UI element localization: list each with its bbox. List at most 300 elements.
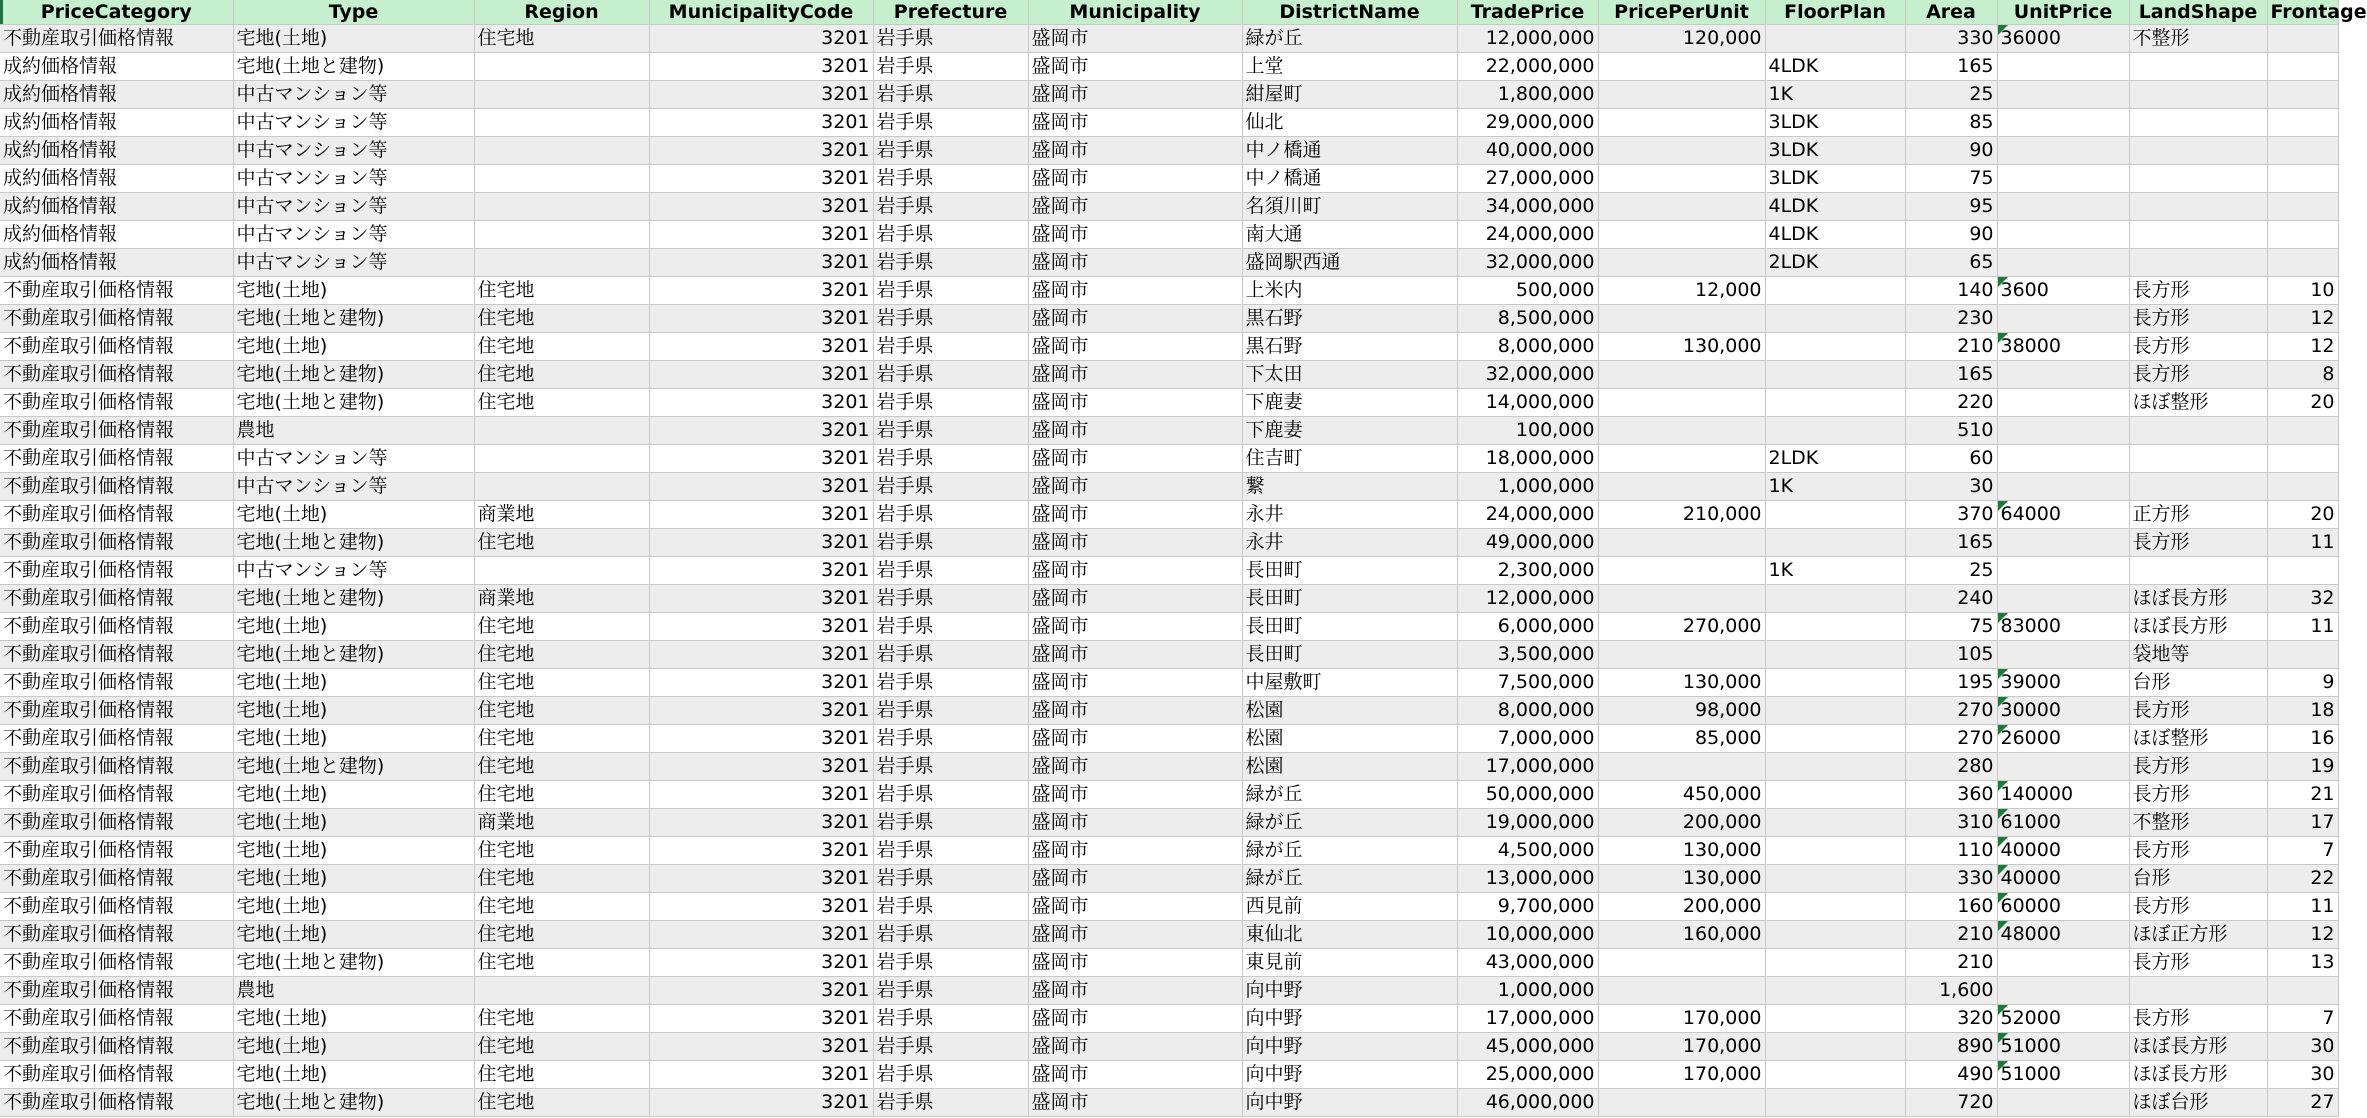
- cell-price-category[interactable]: 不動産取引価格情報: [0, 529, 233, 557]
- column-header-municipality-code[interactable]: MunicipalityCode: [649, 0, 873, 25]
- column-header-prefecture[interactable]: Prefecture: [873, 0, 1028, 25]
- column-header-unit-price[interactable]: UnitPrice: [1997, 0, 2129, 25]
- cell-municipality[interactable]: 盛岡市: [1028, 25, 1242, 53]
- cell-type[interactable]: 宅地(土地と建物): [233, 53, 474, 81]
- cell-municipality[interactable]: 盛岡市: [1028, 137, 1242, 165]
- cell-region[interactable]: 住宅地: [474, 865, 649, 893]
- cell-area[interactable]: 890: [1905, 1033, 1997, 1061]
- cell-price-category[interactable]: 不動産取引価格情報: [0, 277, 233, 305]
- cell-area[interactable]: 360: [1905, 781, 1997, 809]
- cell-unit-price[interactable]: [1997, 81, 2129, 109]
- cell-frontage[interactable]: 20: [2267, 501, 2338, 529]
- cell-land-shape[interactable]: 袋地等: [2129, 641, 2267, 669]
- cell-type[interactable]: 宅地(土地): [233, 725, 474, 753]
- cell-region[interactable]: 住宅地: [474, 529, 649, 557]
- cell-area[interactable]: 140: [1905, 277, 1997, 305]
- cell-prefecture[interactable]: 岩手県: [873, 193, 1028, 221]
- cell-unit-price[interactable]: [1997, 669, 2129, 697]
- cell-unit-price[interactable]: [1997, 249, 2129, 277]
- cell-frontage[interactable]: [2267, 193, 2338, 221]
- cell-price-per-unit[interactable]: 450,000: [1598, 781, 1765, 809]
- cell-price-category[interactable]: 不動産取引価格情報: [0, 893, 233, 921]
- cell-municipality[interactable]: 盛岡市: [1028, 53, 1242, 81]
- cell-region[interactable]: 商業地: [474, 501, 649, 529]
- column-header-price-category[interactable]: PriceCategory: [0, 0, 233, 25]
- cell-frontage[interactable]: 11: [2267, 893, 2338, 921]
- cell-price-category[interactable]: 不動産取引価格情報: [0, 585, 233, 613]
- cell-floor-plan[interactable]: 3LDK: [1765, 137, 1905, 165]
- cell-frontage[interactable]: 19: [2267, 753, 2338, 781]
- cell-district-name[interactable]: 中屋敷町: [1242, 669, 1457, 697]
- cell-land-shape[interactable]: [2129, 137, 2267, 165]
- cell-type[interactable]: 宅地(土地): [233, 501, 474, 529]
- cell-price-category[interactable]: 不動産取引価格情報: [0, 1089, 233, 1117]
- cell-type[interactable]: 宅地(土地): [233, 697, 474, 725]
- column-header-type[interactable]: Type: [233, 0, 474, 25]
- cell-floor-plan[interactable]: [1765, 753, 1905, 781]
- cell-trade-price[interactable]: 8,500,000: [1457, 305, 1598, 333]
- cell-price-category[interactable]: 不動産取引価格情報: [0, 865, 233, 893]
- cell-municipality-code[interactable]: 3201: [649, 921, 873, 949]
- cell-municipality[interactable]: 盛岡市: [1028, 557, 1242, 585]
- cell-municipality-code[interactable]: 3201: [649, 1005, 873, 1033]
- cell-municipality[interactable]: 盛岡市: [1028, 1033, 1242, 1061]
- cell-district-name[interactable]: 松園: [1242, 753, 1457, 781]
- cell-floor-plan[interactable]: [1765, 893, 1905, 921]
- cell-prefecture[interactable]: 岩手県: [873, 81, 1028, 109]
- cell-area[interactable]: 95: [1905, 193, 1997, 221]
- cell-municipality[interactable]: 盛岡市: [1028, 417, 1242, 445]
- cell-area[interactable]: 160: [1905, 893, 1997, 921]
- cell-trade-price[interactable]: 2,300,000: [1457, 557, 1598, 585]
- cell-municipality-code[interactable]: 3201: [649, 557, 873, 585]
- cell-trade-price[interactable]: 45,000,000: [1457, 1033, 1598, 1061]
- cell-region[interactable]: 住宅地: [474, 389, 649, 417]
- cell-municipality-code[interactable]: 3201: [649, 781, 873, 809]
- cell-price-per-unit[interactable]: [1598, 389, 1765, 417]
- cell-land-shape[interactable]: ほぼ長方形: [2129, 1061, 2267, 1089]
- cell-price-per-unit[interactable]: 130,000: [1598, 669, 1765, 697]
- cell-prefecture[interactable]: 岩手県: [873, 893, 1028, 921]
- column-header-region[interactable]: Region: [474, 0, 649, 25]
- cell-type[interactable]: 中古マンション等: [233, 445, 474, 473]
- cell-prefecture[interactable]: 岩手県: [873, 557, 1028, 585]
- cell-type[interactable]: 宅地(土地): [233, 781, 474, 809]
- cell-price-category[interactable]: 不動産取引価格情報: [0, 613, 233, 641]
- cell-price-per-unit[interactable]: [1598, 1089, 1765, 1117]
- cell-municipality[interactable]: 盛岡市: [1028, 893, 1242, 921]
- cell-municipality-code[interactable]: 3201: [649, 249, 873, 277]
- cell-frontage[interactable]: [2267, 445, 2338, 473]
- cell-frontage[interactable]: 11: [2267, 613, 2338, 641]
- cell-frontage[interactable]: [2267, 473, 2338, 501]
- cell-land-shape[interactable]: 台形: [2129, 669, 2267, 697]
- cell-municipality[interactable]: 盛岡市: [1028, 277, 1242, 305]
- cell-region[interactable]: [474, 81, 649, 109]
- cell-price-category[interactable]: 不動産取引価格情報: [0, 333, 233, 361]
- cell-district-name[interactable]: 仙北: [1242, 109, 1457, 137]
- cell-district-name[interactable]: 緑が丘: [1242, 25, 1457, 53]
- cell-unit-price[interactable]: [1997, 949, 2129, 977]
- cell-district-name[interactable]: 緑が丘: [1242, 809, 1457, 837]
- cell-municipality-code[interactable]: 3201: [649, 949, 873, 977]
- cell-frontage[interactable]: 18: [2267, 697, 2338, 725]
- cell-trade-price[interactable]: 17,000,000: [1457, 1005, 1598, 1033]
- cell-price-per-unit[interactable]: [1598, 473, 1765, 501]
- cell-floor-plan[interactable]: [1765, 921, 1905, 949]
- cell-municipality-code[interactable]: 3201: [649, 725, 873, 753]
- cell-district-name[interactable]: 向中野: [1242, 1061, 1457, 1089]
- cell-region[interactable]: 住宅地: [474, 613, 649, 641]
- cell-prefecture[interactable]: 岩手県: [873, 753, 1028, 781]
- cell-municipality[interactable]: 盛岡市: [1028, 865, 1242, 893]
- cell-area[interactable]: 210: [1905, 921, 1997, 949]
- cell-price-per-unit[interactable]: 170,000: [1598, 1033, 1765, 1061]
- cell-district-name[interactable]: 向中野: [1242, 1033, 1457, 1061]
- cell-land-shape[interactable]: 不整形: [2129, 25, 2267, 53]
- cell-prefecture[interactable]: 岩手県: [873, 501, 1028, 529]
- cell-frontage[interactable]: [2267, 557, 2338, 585]
- column-header-district-name[interactable]: DistrictName: [1242, 0, 1457, 25]
- cell-trade-price[interactable]: 1,000,000: [1457, 977, 1598, 1005]
- cell-municipality[interactable]: 盛岡市: [1028, 641, 1242, 669]
- cell-district-name[interactable]: 緑が丘: [1242, 865, 1457, 893]
- cell-municipality[interactable]: 盛岡市: [1028, 333, 1242, 361]
- cell-frontage[interactable]: 32: [2267, 585, 2338, 613]
- cell-municipality[interactable]: 盛岡市: [1028, 529, 1242, 557]
- cell-price-per-unit[interactable]: [1598, 249, 1765, 277]
- cell-price-per-unit[interactable]: [1598, 305, 1765, 333]
- cell-type[interactable]: 宅地(土地): [233, 921, 474, 949]
- cell-trade-price[interactable]: 29,000,000: [1457, 109, 1598, 137]
- cell-area[interactable]: 330: [1905, 865, 1997, 893]
- cell-land-shape[interactable]: [2129, 445, 2267, 473]
- cell-frontage[interactable]: 12: [2267, 333, 2338, 361]
- cell-area[interactable]: 165: [1905, 53, 1997, 81]
- cell-land-shape[interactable]: ほぼ長方形: [2129, 1033, 2267, 1061]
- cell-unit-price[interactable]: [1997, 361, 2129, 389]
- cell-area[interactable]: 280: [1905, 753, 1997, 781]
- cell-floor-plan[interactable]: 1K: [1765, 473, 1905, 501]
- cell-frontage[interactable]: 12: [2267, 921, 2338, 949]
- cell-trade-price[interactable]: 9,700,000: [1457, 893, 1598, 921]
- cell-trade-price[interactable]: 49,000,000: [1457, 529, 1598, 557]
- cell-area[interactable]: 240: [1905, 585, 1997, 613]
- cell-municipality-code[interactable]: 3201: [649, 641, 873, 669]
- cell-unit-price[interactable]: [1997, 781, 2129, 809]
- cell-district-name[interactable]: 紺屋町: [1242, 81, 1457, 109]
- cell-price-category[interactable]: 不動産取引価格情報: [0, 977, 233, 1005]
- cell-area[interactable]: 105: [1905, 641, 1997, 669]
- cell-municipality-code[interactable]: 3201: [649, 137, 873, 165]
- cell-area[interactable]: 490: [1905, 1061, 1997, 1089]
- cell-municipality-code[interactable]: 3201: [649, 389, 873, 417]
- cell-land-shape[interactable]: [2129, 109, 2267, 137]
- cell-municipality-code[interactable]: 3201: [649, 753, 873, 781]
- cell-region[interactable]: 住宅地: [474, 25, 649, 53]
- cell-municipality[interactable]: 盛岡市: [1028, 669, 1242, 697]
- cell-municipality-code[interactable]: 3201: [649, 109, 873, 137]
- cell-unit-price[interactable]: [1997, 977, 2129, 1005]
- cell-area[interactable]: 90: [1905, 137, 1997, 165]
- cell-area[interactable]: 320: [1905, 1005, 1997, 1033]
- cell-area[interactable]: 30: [1905, 473, 1997, 501]
- cell-municipality[interactable]: 盛岡市: [1028, 249, 1242, 277]
- cell-land-shape[interactable]: ほぼ長方形: [2129, 585, 2267, 613]
- cell-type[interactable]: 宅地(土地と建物): [233, 305, 474, 333]
- cell-unit-price[interactable]: [1997, 529, 2129, 557]
- cell-district-name[interactable]: 住吉町: [1242, 445, 1457, 473]
- cell-type[interactable]: 中古マンション等: [233, 137, 474, 165]
- cell-trade-price[interactable]: 22,000,000: [1457, 53, 1598, 81]
- cell-unit-price[interactable]: [1997, 221, 2129, 249]
- cell-price-per-unit[interactable]: [1598, 977, 1765, 1005]
- cell-region[interactable]: 住宅地: [474, 361, 649, 389]
- cell-municipality-code[interactable]: 3201: [649, 417, 873, 445]
- column-header-area[interactable]: Area: [1905, 0, 1997, 25]
- cell-floor-plan[interactable]: [1765, 25, 1905, 53]
- cell-price-category[interactable]: 不動産取引価格情報: [0, 949, 233, 977]
- cell-district-name[interactable]: 長田町: [1242, 613, 1457, 641]
- cell-area[interactable]: 110: [1905, 837, 1997, 865]
- cell-frontage[interactable]: [2267, 25, 2338, 53]
- cell-price-per-unit[interactable]: [1598, 137, 1765, 165]
- cell-floor-plan[interactable]: [1765, 1005, 1905, 1033]
- cell-trade-price[interactable]: 27,000,000: [1457, 165, 1598, 193]
- cell-price-category[interactable]: 不動産取引価格情報: [0, 501, 233, 529]
- cell-floor-plan[interactable]: [1765, 277, 1905, 305]
- cell-price-per-unit[interactable]: [1598, 949, 1765, 977]
- cell-floor-plan[interactable]: [1765, 977, 1905, 1005]
- cell-district-name[interactable]: 長田町: [1242, 585, 1457, 613]
- cell-unit-price[interactable]: [1997, 585, 2129, 613]
- cell-area[interactable]: 510: [1905, 417, 1997, 445]
- cell-price-per-unit[interactable]: 12,000: [1598, 277, 1765, 305]
- cell-floor-plan[interactable]: [1765, 585, 1905, 613]
- cell-price-category[interactable]: 不動産取引価格情報: [0, 809, 233, 837]
- cell-land-shape[interactable]: 長方形: [2129, 949, 2267, 977]
- cell-district-name[interactable]: 永井: [1242, 529, 1457, 557]
- cell-floor-plan[interactable]: 4LDK: [1765, 193, 1905, 221]
- cell-district-name[interactable]: 緑が丘: [1242, 781, 1457, 809]
- cell-region[interactable]: 住宅地: [474, 1089, 649, 1117]
- cell-trade-price[interactable]: 34,000,000: [1457, 193, 1598, 221]
- cell-region[interactable]: 住宅地: [474, 669, 649, 697]
- cell-municipality-code[interactable]: 3201: [649, 977, 873, 1005]
- cell-type[interactable]: 宅地(土地): [233, 809, 474, 837]
- cell-price-per-unit[interactable]: 170,000: [1598, 1061, 1765, 1089]
- cell-type[interactable]: 宅地(土地): [233, 613, 474, 641]
- cell-trade-price[interactable]: 19,000,000: [1457, 809, 1598, 837]
- cell-region[interactable]: [474, 53, 649, 81]
- cell-land-shape[interactable]: 長方形: [2129, 529, 2267, 557]
- cell-municipality-code[interactable]: 3201: [649, 809, 873, 837]
- cell-prefecture[interactable]: 岩手県: [873, 277, 1028, 305]
- cell-prefecture[interactable]: 岩手県: [873, 781, 1028, 809]
- cell-municipality-code[interactable]: 3201: [649, 81, 873, 109]
- cell-floor-plan[interactable]: 1K: [1765, 81, 1905, 109]
- cell-type[interactable]: 中古マンション等: [233, 249, 474, 277]
- cell-price-per-unit[interactable]: 130,000: [1598, 837, 1765, 865]
- cell-frontage[interactable]: 12: [2267, 305, 2338, 333]
- cell-price-per-unit[interactable]: [1598, 361, 1765, 389]
- cell-region[interactable]: [474, 165, 649, 193]
- cell-unit-price[interactable]: [1997, 613, 2129, 641]
- cell-municipality-code[interactable]: 3201: [649, 277, 873, 305]
- cell-type[interactable]: 宅地(土地と建物): [233, 641, 474, 669]
- cell-floor-plan[interactable]: 2LDK: [1765, 445, 1905, 473]
- cell-prefecture[interactable]: 岩手県: [873, 1089, 1028, 1117]
- cell-prefecture[interactable]: 岩手県: [873, 445, 1028, 473]
- cell-area[interactable]: 195: [1905, 669, 1997, 697]
- cell-trade-price[interactable]: 17,000,000: [1457, 753, 1598, 781]
- cell-frontage[interactable]: [2267, 249, 2338, 277]
- cell-region[interactable]: [474, 445, 649, 473]
- cell-region[interactable]: [474, 557, 649, 585]
- cell-municipality[interactable]: 盛岡市: [1028, 361, 1242, 389]
- cell-prefecture[interactable]: 岩手県: [873, 25, 1028, 53]
- cell-unit-price[interactable]: [1997, 1089, 2129, 1117]
- cell-region[interactable]: [474, 221, 649, 249]
- cell-municipality[interactable]: 盛岡市: [1028, 753, 1242, 781]
- cell-region[interactable]: 商業地: [474, 585, 649, 613]
- cell-district-name[interactable]: 松園: [1242, 725, 1457, 753]
- cell-floor-plan[interactable]: [1765, 1061, 1905, 1089]
- cell-land-shape[interactable]: [2129, 53, 2267, 81]
- cell-municipality-code[interactable]: 3201: [649, 1089, 873, 1117]
- cell-municipality[interactable]: 盛岡市: [1028, 725, 1242, 753]
- cell-area[interactable]: 720: [1905, 1089, 1997, 1117]
- cell-region[interactable]: 住宅地: [474, 725, 649, 753]
- cell-municipality[interactable]: 盛岡市: [1028, 809, 1242, 837]
- cell-district-name[interactable]: 長田町: [1242, 641, 1457, 669]
- cell-area[interactable]: 1,600: [1905, 977, 1997, 1005]
- cell-land-shape[interactable]: ほぼ正方形: [2129, 921, 2267, 949]
- cell-municipality-code[interactable]: 3201: [649, 837, 873, 865]
- cell-price-per-unit[interactable]: [1598, 557, 1765, 585]
- cell-municipality-code[interactable]: 3201: [649, 501, 873, 529]
- cell-price-per-unit[interactable]: 85,000: [1598, 725, 1765, 753]
- cell-price-category[interactable]: 不動産取引価格情報: [0, 1061, 233, 1089]
- cell-municipality[interactable]: 盛岡市: [1028, 781, 1242, 809]
- cell-region[interactable]: 住宅地: [474, 1033, 649, 1061]
- cell-trade-price[interactable]: 10,000,000: [1457, 921, 1598, 949]
- cell-municipality-code[interactable]: 3201: [649, 473, 873, 501]
- cell-type[interactable]: 宅地(土地): [233, 837, 474, 865]
- cell-price-per-unit[interactable]: [1598, 529, 1765, 557]
- cell-floor-plan[interactable]: [1765, 837, 1905, 865]
- cell-floor-plan[interactable]: [1765, 613, 1905, 641]
- cell-land-shape[interactable]: 長方形: [2129, 753, 2267, 781]
- cell-type[interactable]: 宅地(土地): [233, 25, 474, 53]
- cell-municipality[interactable]: 盛岡市: [1028, 837, 1242, 865]
- cell-district-name[interactable]: 向中野: [1242, 1005, 1457, 1033]
- cell-price-category[interactable]: 不動産取引価格情報: [0, 837, 233, 865]
- cell-municipality[interactable]: 盛岡市: [1028, 305, 1242, 333]
- cell-prefecture[interactable]: 岩手県: [873, 809, 1028, 837]
- cell-frontage[interactable]: [2267, 977, 2338, 1005]
- cell-area[interactable]: 270: [1905, 725, 1997, 753]
- cell-frontage[interactable]: [2267, 81, 2338, 109]
- cell-trade-price[interactable]: 1,800,000: [1457, 81, 1598, 109]
- cell-price-per-unit[interactable]: 270,000: [1598, 613, 1765, 641]
- cell-type[interactable]: 宅地(土地と建物): [233, 361, 474, 389]
- cell-trade-price[interactable]: 24,000,000: [1457, 501, 1598, 529]
- cell-floor-plan[interactable]: [1765, 361, 1905, 389]
- cell-land-shape[interactable]: 長方形: [2129, 893, 2267, 921]
- cell-municipality[interactable]: 盛岡市: [1028, 445, 1242, 473]
- cell-price-category[interactable]: 不動産取引価格情報: [0, 361, 233, 389]
- cell-region[interactable]: 住宅地: [474, 893, 649, 921]
- cell-area[interactable]: 60: [1905, 445, 1997, 473]
- cell-municipality-code[interactable]: 3201: [649, 893, 873, 921]
- cell-type[interactable]: 宅地(土地と建物): [233, 585, 474, 613]
- cell-land-shape[interactable]: 台形: [2129, 865, 2267, 893]
- cell-prefecture[interactable]: 岩手県: [873, 1033, 1028, 1061]
- cell-floor-plan[interactable]: 3LDK: [1765, 165, 1905, 193]
- cell-trade-price[interactable]: 24,000,000: [1457, 221, 1598, 249]
- cell-prefecture[interactable]: 岩手県: [873, 613, 1028, 641]
- cell-area[interactable]: 25: [1905, 81, 1997, 109]
- cell-trade-price[interactable]: 7,500,000: [1457, 669, 1598, 697]
- cell-area[interactable]: 220: [1905, 389, 1997, 417]
- cell-region[interactable]: [474, 109, 649, 137]
- cell-land-shape[interactable]: ほぼ長方形: [2129, 613, 2267, 641]
- cell-municipality-code[interactable]: 3201: [649, 221, 873, 249]
- cell-price-category[interactable]: 不動産取引価格情報: [0, 445, 233, 473]
- cell-prefecture[interactable]: 岩手県: [873, 1061, 1028, 1089]
- cell-floor-plan[interactable]: [1765, 417, 1905, 445]
- cell-frontage[interactable]: 8: [2267, 361, 2338, 389]
- cell-unit-price[interactable]: [1997, 305, 2129, 333]
- cell-unit-price[interactable]: [1997, 641, 2129, 669]
- cell-district-name[interactable]: 東見前: [1242, 949, 1457, 977]
- cell-land-shape[interactable]: 長方形: [2129, 1005, 2267, 1033]
- cell-municipality[interactable]: 盛岡市: [1028, 389, 1242, 417]
- column-header-municipality[interactable]: Municipality: [1028, 0, 1242, 25]
- cell-floor-plan[interactable]: [1765, 501, 1905, 529]
- cell-frontage[interactable]: 7: [2267, 837, 2338, 865]
- cell-trade-price[interactable]: 50,000,000: [1457, 781, 1598, 809]
- cell-municipality[interactable]: 盛岡市: [1028, 1061, 1242, 1089]
- cell-unit-price[interactable]: [1997, 1061, 2129, 1089]
- cell-price-category[interactable]: 不動産取引価格情報: [0, 25, 233, 53]
- cell-prefecture[interactable]: 岩手県: [873, 333, 1028, 361]
- cell-land-shape[interactable]: ほぼ台形: [2129, 1089, 2267, 1117]
- cell-price-per-unit[interactable]: [1598, 81, 1765, 109]
- cell-municipality[interactable]: 盛岡市: [1028, 501, 1242, 529]
- cell-prefecture[interactable]: 岩手県: [873, 305, 1028, 333]
- cell-unit-price[interactable]: [1997, 921, 2129, 949]
- cell-prefecture[interactable]: 岩手県: [873, 1005, 1028, 1033]
- cell-area[interactable]: 75: [1905, 613, 1997, 641]
- cell-price-per-unit[interactable]: 98,000: [1598, 697, 1765, 725]
- cell-unit-price[interactable]: [1997, 417, 2129, 445]
- cell-price-per-unit[interactable]: 200,000: [1598, 809, 1765, 837]
- cell-municipality[interactable]: 盛岡市: [1028, 165, 1242, 193]
- cell-municipality-code[interactable]: 3201: [649, 1033, 873, 1061]
- cell-floor-plan[interactable]: [1765, 865, 1905, 893]
- cell-land-shape[interactable]: [2129, 221, 2267, 249]
- cell-price-category[interactable]: 成約価格情報: [0, 221, 233, 249]
- cell-land-shape[interactable]: 長方形: [2129, 697, 2267, 725]
- cell-type[interactable]: 農地: [233, 977, 474, 1005]
- cell-price-category[interactable]: 不動産取引価格情報: [0, 641, 233, 669]
- cell-type[interactable]: 宅地(土地と建物): [233, 753, 474, 781]
- cell-price-per-unit[interactable]: [1598, 445, 1765, 473]
- cell-unit-price[interactable]: [1997, 389, 2129, 417]
- cell-frontage[interactable]: [2267, 137, 2338, 165]
